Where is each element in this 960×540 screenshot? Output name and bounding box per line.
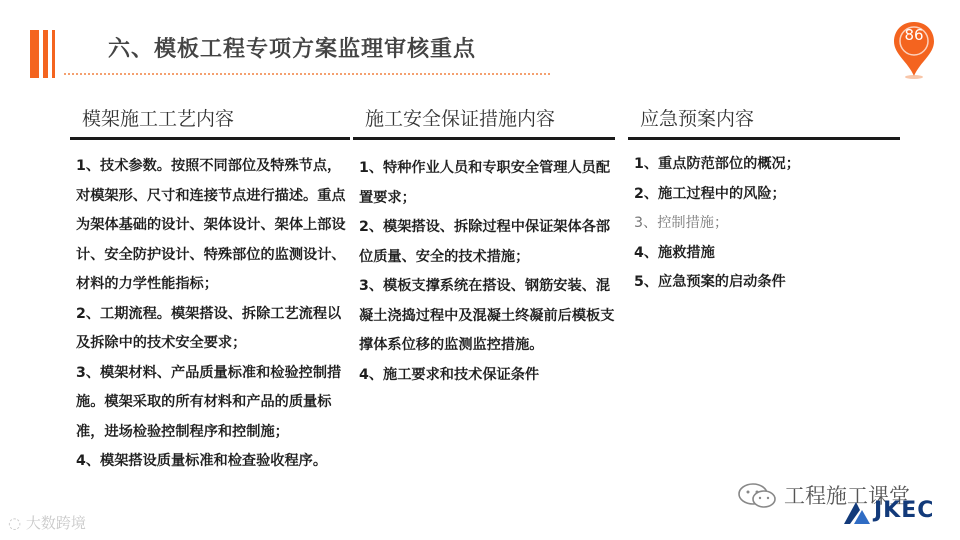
jkec-logo [842,498,947,528]
list-item: 3、模架材料、产品质量标准和检验控制措施。模架采取的所有材料和产品的质量标准，进场检验控制程序和控制施； [76,364,342,440]
list-item: 1、特种作业人员和专职安全管理人员配置要求； [359,160,611,206]
title-underline [64,73,550,75]
watermark-right: 工程施工课堂 [784,484,910,508]
column-heading: 模架施工工艺内容 [70,100,350,140]
column-process [70,100,350,477]
column-safety [353,100,615,390]
column-body [70,140,350,477]
logo-text: JKEC [874,498,935,523]
list-item: 4、施工要求和技术保证条件 [359,366,540,383]
page-number-pin [892,20,936,80]
column-emergency [628,100,900,298]
title-accent-bars [30,30,60,78]
list-item: 2、模架搭设、拆除过程中保证架体各部位质量、安全的技术措施； [359,219,611,265]
watermark-left-text: 大数跨境 [25,514,86,532]
list-item: 2、工期流程。模架搭设、拆除工艺流程以及拆除中的技术安全要求； [76,305,342,351]
weibo-icon: ◌ [8,514,22,532]
column-heading: 应急预案内容 [628,100,900,140]
list-item: 4、模架搭设质量标准和检查验收程序。 [76,453,328,469]
column-heading: 施工安全保证措施内容 [353,100,615,140]
wechat-icon [736,481,780,511]
logo-mark-icon [842,498,872,526]
column-body [353,140,615,390]
watermark-left [8,512,86,533]
list-item: 3、模板支撑系统在搭设、钢筋安装、混凝土浇捣过程中及混凝土终凝前后模板支撑体系位移的监测监控措施。 [359,278,615,353]
list-item: 3、控制措施； [634,215,729,231]
list-item: 1、技术参数。按照不同部位及特殊节点，对模架形、尺寸和连接节点进行描述。重点为架体基础的设计、架体设计、架体上部设计、安全防护设计、特殊部位的监测设计、材料的力学性能指标； [76,158,346,292]
list-item: 5、应急预案的启动条件 [634,274,786,290]
column-body [628,140,900,298]
list-item: 1、重点防范部位的概况； [634,156,800,172]
page-number: 86 [904,26,924,44]
slide-title: 六、模板工程专项方案监理审核重点 [108,37,477,62]
list-item: 2、施工过程中的风险； [634,185,786,202]
list-item: 4、施救措施 [634,244,715,261]
